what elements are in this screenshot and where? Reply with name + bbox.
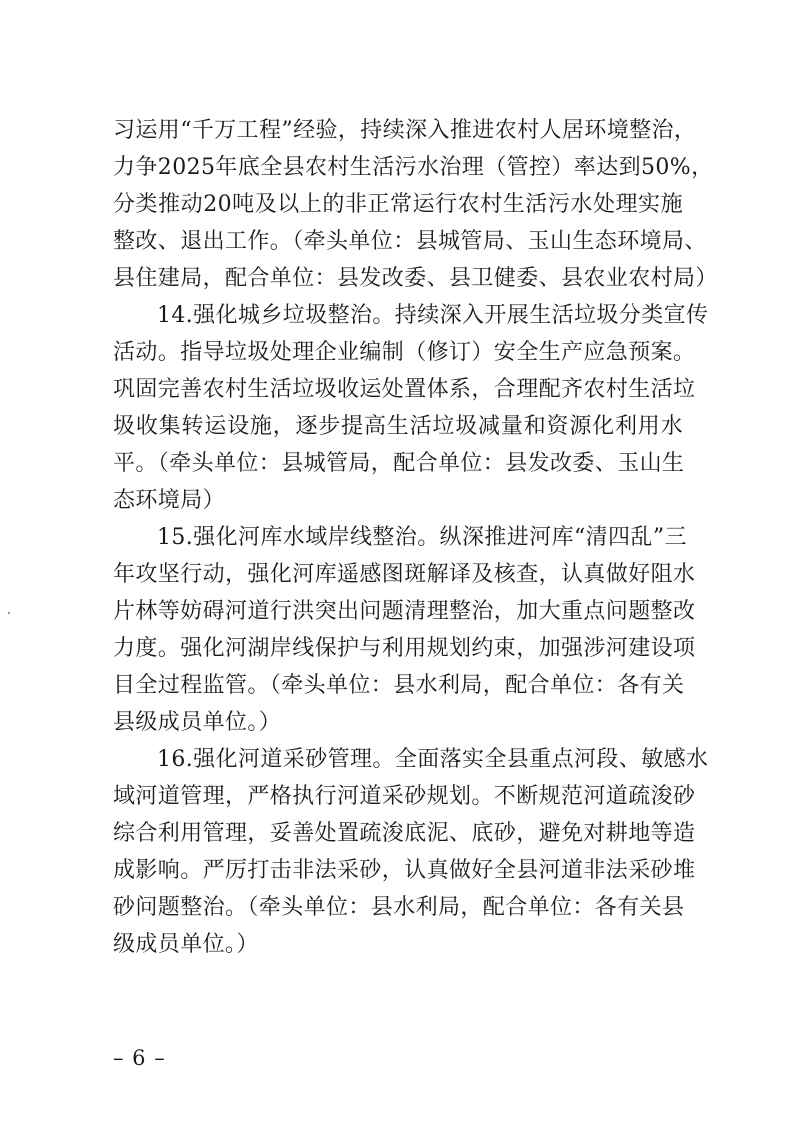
paragraph-first-line: 15.强化河库水域岸线整治。纵深推进河库“清四乱”三 xyxy=(157,525,687,550)
text-line: 巩固完善农村生活垃圾收运处置体系，合理配齐农村生活垃 xyxy=(113,377,696,402)
text-line: 习运用“千万工程”经验，持续深入推进农村人居环境整治， xyxy=(113,118,697,143)
text-line: 目全过程监管。（牵头单位：县水利局，配合单位：各有关 xyxy=(113,673,685,698)
text-line: 成影响。严厉打击非法采砂，认真做好全县河道非法采砂堆 xyxy=(113,858,696,883)
text-line: 态环境局） xyxy=(113,488,226,513)
paragraph-first-line: 14.强化城乡垃圾整治。持续深入开展生活垃圾分类宣传 xyxy=(157,303,709,328)
page-number: – 6 – xyxy=(113,1046,166,1070)
text-line: 整改、退出工作。（牵头单位：县城管局、玉山生态环境局、 xyxy=(113,229,707,254)
text-line: 县住建局，配合单位：县发改委、县卫健委、县农业农村局） xyxy=(113,266,718,291)
paragraph-first-line: 16.强化河道采砂管理。全面落实全县重点河段、敏感水 xyxy=(157,747,709,772)
scan-mark xyxy=(8,612,10,614)
text-line: 活动。指导垃圾处理企业编制（修订）安全生产应急预案。 xyxy=(113,340,696,365)
text-line: 综合利用管理，妥善处置疏浚底泥、底砂，避免对耕地等造 xyxy=(113,821,696,846)
text-line: 圾收集转运设施，逐步提高生活垃圾减量和资源化利用水 xyxy=(113,414,683,439)
document-body xyxy=(113,112,718,963)
text-line: 力争2025年底全县农村生活污水治理（管控）率达到50%， xyxy=(113,155,714,180)
text-line: 片林等妨碍河道行洪突出问题清理整治，加大重点问题整改 xyxy=(113,599,696,624)
text-line: 域河道管理，严格执行河道采砂规划。不断规范河道疏浚砂 xyxy=(113,784,696,809)
text-line: 县级成员单位。） xyxy=(113,710,282,735)
text-line: 力度。强化河湖岸线保护与利用规划约束，加强涉河建设项 xyxy=(113,636,696,661)
text-line: 平。（牵头单位：县城管局，配合单位：县发改委、玉山生 xyxy=(113,451,685,476)
text-line: 砂问题整治。（牵头单位：县水利局，配合单位：各有关县 xyxy=(113,895,685,920)
text-line: 级成员单位。） xyxy=(113,932,259,957)
text-line: 年攻坚行动，强化河库遥感图斑解译及核查，认真做好阻水 xyxy=(113,562,696,587)
text-line: 分类推动20吨及以上的非正常运行农村生活污水处理实施 xyxy=(113,192,683,217)
